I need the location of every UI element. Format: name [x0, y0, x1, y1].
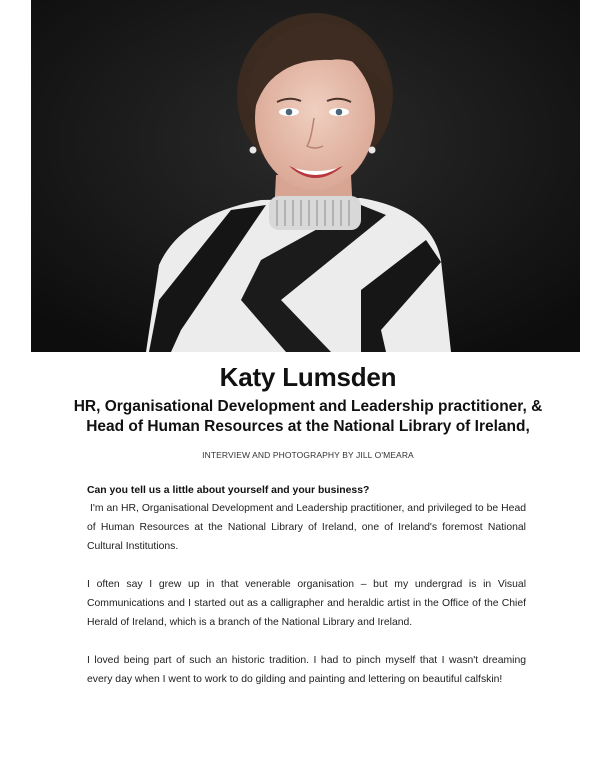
article-body: [87, 483, 529, 689]
earring-right: [369, 147, 376, 154]
answer-paragraph-2: I often say I grew up in that venerable organisation – but my undergrad is in Visual Communications and I started out as a calligrapher and heraldic artist in the Office of the Chief Herald of Ireland, which is a branch of the National Library and Ireland.: [87, 579, 526, 628]
iris-left: [286, 109, 293, 116]
answer-paragraph-3: I loved being part of such an historic tradition. I had to pinch myself that I wasn't dreaming every day when I went to work to do gilding and painting and lettering on beautiful calfskin!: [87, 655, 526, 685]
interview-question: Can you tell us a little about yourself and your business?: [87, 485, 370, 496]
person-role: HR, Organisational Development and Leadership practitioner, & Head of Human Resources at the National Library of Ireland,: [73, 398, 543, 435]
earring-left: [250, 147, 257, 154]
iris-right: [336, 109, 343, 116]
portrait-illustration: [31, 0, 580, 352]
interview-credit: INTERVIEW AND PHOTOGRAPHY BY JILL O'MEARA: [202, 450, 414, 460]
answer-paragraph-1: I'm an HR, Organisational Development and Leadership practitioner, and privileged to be Head of Human Resources at the National Library of Ireland, one of Ireland's foremost National Cultural Institutions.: [87, 503, 529, 552]
person-name: Katy Lumsden: [219, 362, 397, 392]
collar: [269, 196, 361, 230]
portrait-photo: [31, 0, 580, 352]
